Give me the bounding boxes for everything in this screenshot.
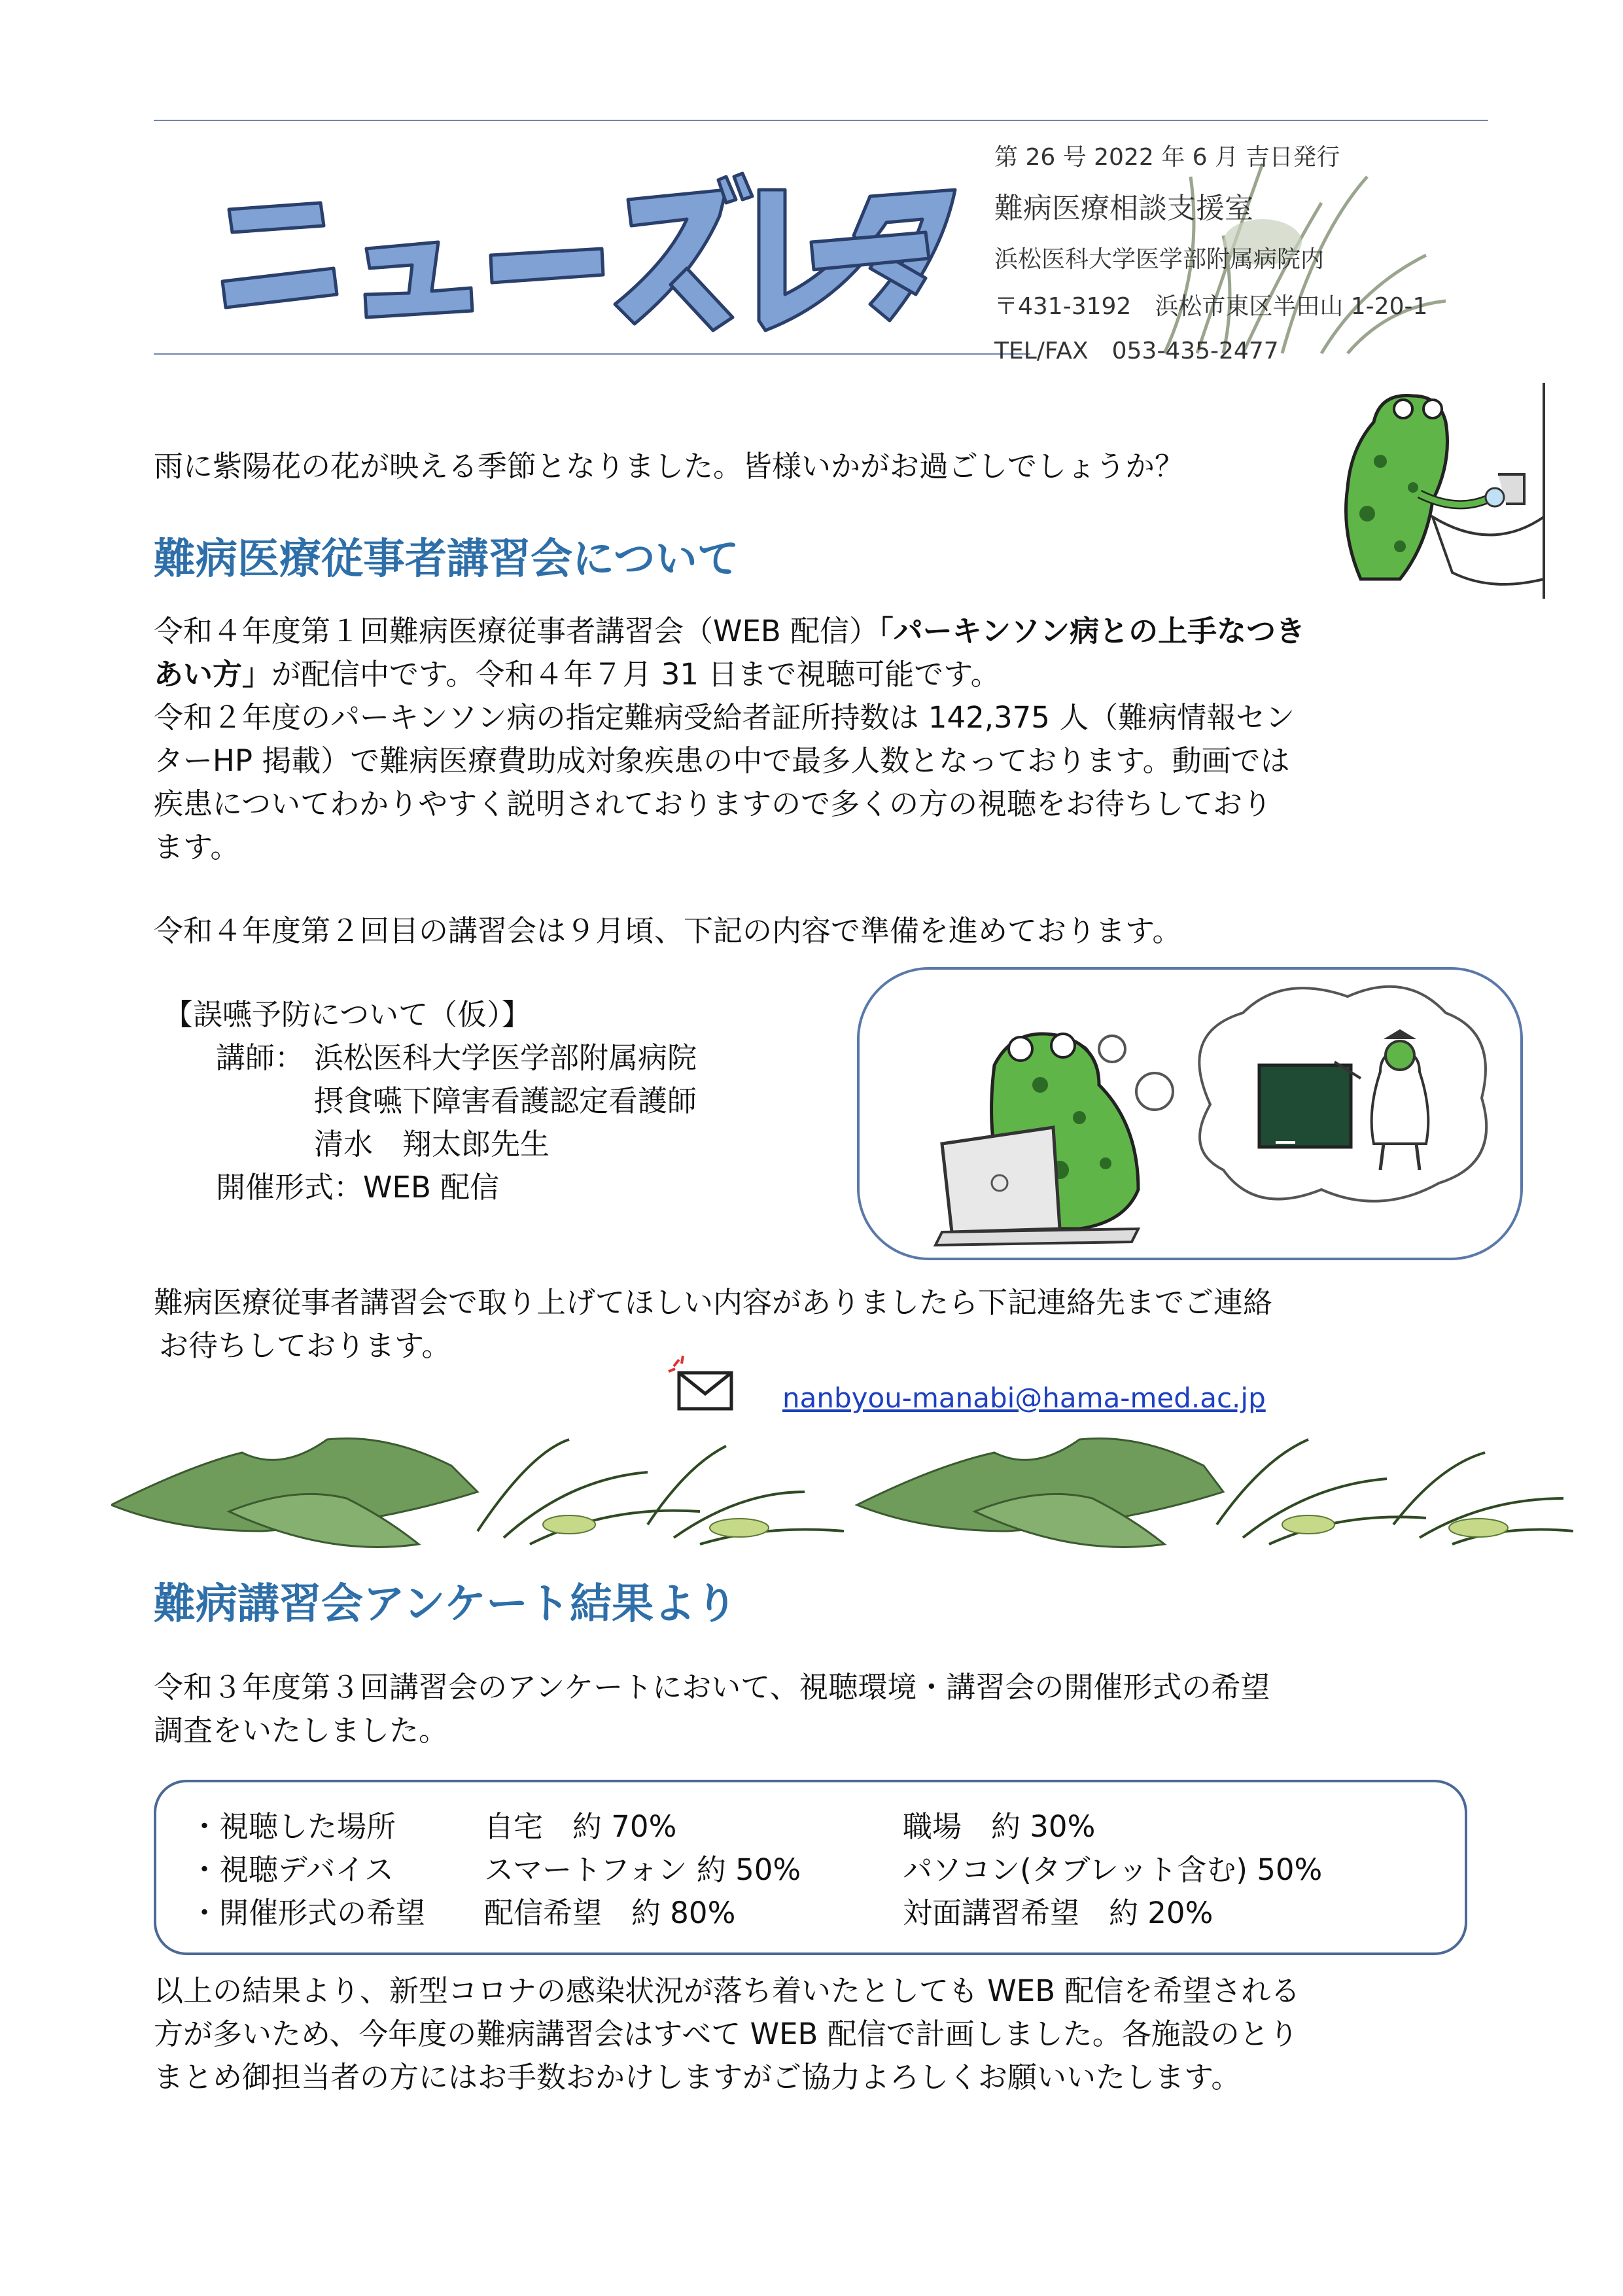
p1-rest: が配信中です。令和４年７月 31 日まで視聴可能です。 [271,657,1000,692]
section2-conclusion [154,1969,1436,2099]
section2-intro-line1: 令和３年度第３回講習会のアンケートにおいて、視聴環境・講習会の開催形式の希望 [154,1670,1270,1704]
survey-item: ・開催形式の希望 [190,1896,426,1930]
survey-value-a: 自宅 約 70% [484,1809,677,1844]
mountain-grass-divider [111,1413,1577,1577]
lecturer-name: 清水 翔太郎先生 [314,1127,550,1161]
laptop-frog-illustration [864,974,1511,1248]
p1-bold-title-line2: あい方」 [154,657,272,692]
course-details [164,993,697,1209]
lecturer-affiliation: 浜松医科大学医学部附属病院 [314,1040,697,1075]
logo-long-dash [805,222,935,281]
contact-email-link[interactable]: nanbyou-manabi@hama-med.ac.jp [782,1382,1266,1414]
survey-item: ・視聴した場所 [190,1809,396,1844]
p2-line4: ます。 [154,830,240,864]
section2-heading: 難病講習会アンケート結果より [154,1580,738,1629]
conclusion-line2: 方が多いため、今年度の難病講習会はすべて WEB 配信で計画しました。各施設のとり [154,2017,1299,2051]
section1-paragraph3: 令和４年度第２回目の講習会は９月頃、下記の内容で準備を進めております。 [154,913,1182,948]
lecturer-qualification: 摂食嚥下障害看護認定看護師 [314,1084,697,1118]
p1-plain: 令和４年度第１回難病医療従事者講習会（WEB 配信） [154,614,879,648]
issue-line: 第 26 号 2022 年 6 月 吉日発行 [994,144,1340,171]
address: 〒431-3192 浜松市東区半田山 1-20-1 [994,293,1428,320]
greeting: 雨に紫陽花の花が映える季節となりました。皆様いかがお過ごしでしょうか？ [154,449,1185,484]
survey-item: ・視聴デバイス [190,1852,394,1887]
request-text [154,1281,1436,1368]
conclusion-line3: まとめ御担当者の方にはお手数おかけしますがご協力よろしくお願いいたします。 [154,2060,1241,2094]
request-line1: 難病医療従事者講習会で取り上げてほしい内容がありましたら下記連絡先までご連絡 [154,1285,1273,1320]
format-label: 開催形式： [216,1170,364,1205]
section1-paragraph1 [154,610,1436,869]
survey-value-b: 対面講習希望 約 20% [903,1896,1213,1930]
header-bottom-rule [154,353,1030,355]
section2-intro [154,1666,1436,1752]
office-name: 難病医療相談支援室 [994,192,1253,225]
tel-fax: TEL/FAX 053-435-2477 [994,338,1279,364]
lecturer-label: 講師： [216,1040,305,1075]
frog-handwashing-illustration [1335,383,1550,599]
institution-name: 浜松医科大学医学部附属病院内 [994,246,1325,273]
p1-bold-title-line1: 「パーキンソン病との上手なつき [879,614,1306,648]
p2-line2: ターHP 掲載）で難病医療費助成対象疾患の中で最多人数となっております。動画では [154,743,1290,778]
survey-value-a: 配信希望 約 80% [484,1896,736,1930]
envelope-icon [667,1354,739,1413]
survey-value-a: スマートフォン 約 50% [484,1852,801,1887]
format-value: WEB 配信 [363,1170,500,1205]
survey-value-b: 職場 約 30% [903,1809,1096,1844]
section2-intro-line2: 調査をいたしました。 [154,1713,449,1748]
section1-heading: 難病医療従事者講習会について [154,535,739,584]
conclusion-line1: 以上の結果より、新型コロナの感染状況が落ち着いたとしても WEB 配信を希望される [154,1973,1300,2008]
request-line2: お待ちしております。 [159,1328,451,1363]
course-title: 【誤嚥予防について（仮）】 [164,997,531,1032]
p2-line3: 疾患についてわかりやすく説明されておりますので多くの方の視聴をお待ちしており [154,786,1272,821]
header-top-rule [154,120,1488,121]
p2-line1: 令和２年度のパーキンソン病の指定難病受給者証所持数は 142,375 人（難病情報セン [154,700,1295,735]
survey-value-b: パソコン(タブレット含む) 50% [903,1852,1323,1887]
